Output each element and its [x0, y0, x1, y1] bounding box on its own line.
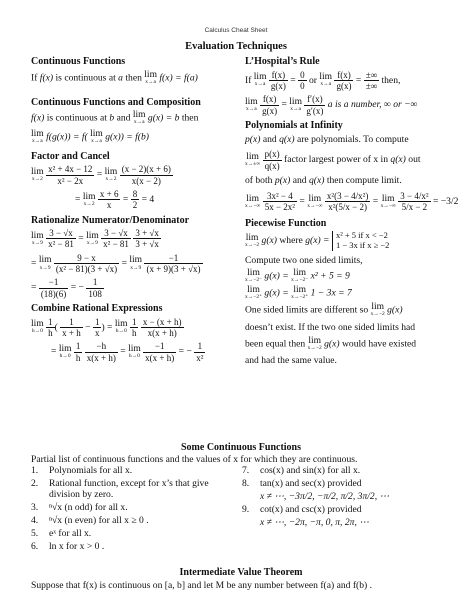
combine-step1: lim h→0 $\frac{1}{h}$ ( $\frac{1}{x + h}$ − $\frac{1}{x}$ ) = lim h→0 $\frac{1}{h}$ $\frac{x - (x + h)}{x(x + h)}$	[31, 316, 182, 338]
section-title: Evaluation Techniques	[185, 41, 287, 52]
list-item: 6. ln x for x > 0 .	[31, 541, 105, 552]
infinity-title: Polynomials at Infinity	[245, 119, 343, 131]
ivt-section	[31, 567, 451, 591]
document-header: Calculus Cheat Sheet	[204, 27, 268, 34]
piecewise-left-limit: lim x→−2⁻ g(x) = lim x→−2⁻ x² + 5 = 9	[245, 267, 350, 283]
ivt-title: Intermediate Value Theorem	[179, 567, 303, 578]
composition-formula: lim x→a f(g(x)) = f( lim x→a g(x)) = f(b)	[31, 129, 149, 145]
continuous-functions-left-list	[31, 465, 241, 554]
factor-step2: = lim x→2 $\frac{x + 6}{x}$ = $\frac{8}{2}$ = 4	[75, 188, 155, 211]
continuous-functions-section	[31, 442, 451, 550]
list-item: x ≠ ⋯, −2π, −π, 0, π, 2π, ⋯	[260, 517, 369, 528]
list-item: 3. ⁿ√x (n odd) for all x.	[31, 502, 128, 513]
infinity-method-2: of both p(x) and q(x) then compute limit.	[245, 175, 402, 187]
rationalize-step2: = lim x→9 $\frac{9 - x}{\text{(x² − 81)(3 + √x)}}$ = lim x→9 $\frac{-1}{(x + 9)(3 + √x)}$	[31, 252, 201, 275]
piecewise-text2: One sided limits are different so lim x→−2 g(x)	[245, 302, 403, 318]
continuous-statement: If f(x) is continuous at a then lim x→a f(x) = f(a)	[31, 69, 198, 85]
combine-step2: = lim h→0 $\frac{1}{h}$ $\frac{-h}{x(x + h)}$ = lim h→0 $\frac{-1}{x(x + h)}$ = − $\frac{1}{\text{x²}}$	[51, 341, 204, 363]
left-column	[31, 56, 241, 363]
composition-title: Continuous Functions and Composition	[31, 96, 201, 108]
ivt-text: Suppose that f(x) is continuous on [a, b] and let M be any number between f(a) and f(b) .	[31, 580, 373, 591]
piecewise-definition: lim x→−2 g(x) where g(x) = x² + 5 if x < −2 1 − 3x if x ≥ −2	[245, 230, 390, 251]
continuous-functions-lists	[31, 465, 451, 550]
piecewise-right-limit: lim x→−2⁺ g(x) = lim x→−2⁺ 1 − 3x = 7	[245, 285, 352, 301]
list-item: 7. cos(x) and sin(x) for all x.	[242, 465, 361, 476]
rationalize-title: Rationalize Numerator/Denominator	[31, 214, 190, 226]
composition-statement: f(x) is continuous at b and lim x→a g(x) = b then	[31, 110, 199, 126]
continuous-functions-right-list	[242, 465, 452, 530]
right-column	[245, 56, 459, 366]
list-item: 2. Rational function, except for x’s that give division by zero.	[31, 478, 209, 500]
list-item: 5. eˣ for all x.	[31, 528, 92, 539]
list-item: 9. cot(x) and csc(x) provided	[242, 504, 362, 515]
rationalize-step3: = $\frac{-1}{(18)(6)}$ = − $\frac{1}{108}$	[31, 277, 102, 299]
piecewise-title: Piecewise Function	[245, 217, 327, 229]
factor-step1: lim x→2 $\frac{\text{x² + 4x − 12}}{\text{x² − 2x}}$ = lim x→2 $\frac{(x - 2)(x + 6)}{x(x - 2)}$	[31, 164, 171, 186]
list-item: 4. ⁿ√x (n even) for all x ≥ 0 .	[31, 515, 149, 526]
list-item: 8. tan(x) and sec(x) provided	[242, 478, 362, 489]
infinity-method: lim x→±∞ $\frac{p(x)}{q(x)}$ factor largest power of x in q(x) out	[245, 149, 421, 171]
lhospital-rule: lim x→a $\frac{f(x)}{g(x)}$ = lim x→a $\frac{f'(x)}{g'(x)}$ a is a number, ∞ or −∞	[245, 94, 418, 116]
factor-title: Factor and Cancel	[31, 150, 110, 162]
continuous-title: Continuous Functions	[31, 56, 126, 67]
list-item: x ≠ ⋯, −3π/2, −π/2, π/2, 3π/2, ⋯	[260, 491, 390, 502]
piecewise-text4: been equal then lim x→−2 g(x) would have existed	[245, 335, 417, 351]
infinity-example: lim x→−∞ $\frac{\text{3x² − 4}}{\text{5x − 2x²}}$ = lim x→−∞ $\frac{\text{x²(3 − 4/x²)}}{\text{x²(5/x − 2)}}$ = lim x→−∞ $\frac{\text{3 − 4/x²}}{5/x - 2}$ = −3/2	[245, 191, 459, 213]
piecewise-text1: Compute two one sided limits,	[245, 254, 363, 266]
rationalize-step1: lim x→9 $\frac{3 - √x}{\text{x² − 81}}$ = lim x→9 $\frac{3 - √x}{\text{x² − 81}}$ $\frac{3 + √x}{3 + √x}$	[31, 228, 159, 250]
lhospital-condition: If lim x→a $\frac{f(x)}{g(x)}$ = $\frac{0}{0}$ or lim x→a $\frac{f(x)}{g(x)}$ = $\frac{\pm\infty}{\pm\infty}$ then,	[245, 69, 401, 91]
lhospital-title: L’Hospital’s Rule	[245, 56, 320, 67]
continuous-functions-intro: Partial list of continuous functions and the values of x for which they are continuous.	[31, 454, 358, 465]
list-item: 1. Polynomials for all x.	[31, 465, 133, 476]
continuous-functions-title: Some Continuous Functions	[180, 442, 302, 453]
combine-title: Combine Rational Expressions	[31, 303, 163, 315]
piecewise-text3: doesn’t exist. If the two one sided limits had	[245, 321, 416, 333]
infinity-intro: p(x) and q(x) are polynomials. To compute	[245, 134, 409, 146]
piecewise-text6: and had the same value.	[245, 354, 337, 366]
